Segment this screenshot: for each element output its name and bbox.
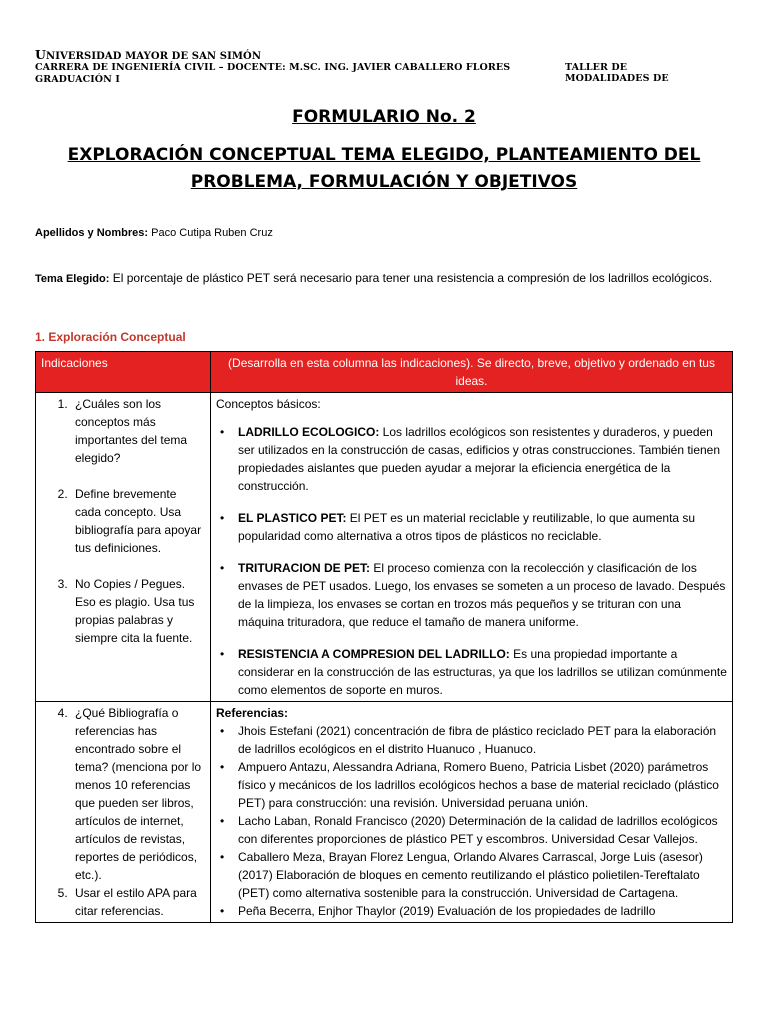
list-item <box>220 645 727 699</box>
bullet-icon: • <box>220 724 225 738</box>
bullet-icon: • <box>220 425 225 439</box>
bullet-icon: • <box>220 850 225 864</box>
concepts-title: Conceptos básicos: <box>216 397 321 411</box>
list-item <box>220 509 727 545</box>
bullet-icon: • <box>220 561 225 575</box>
topic-value: El porcentaje de plástico PET será necesario para tener una resistencia a compresión de los ladrillos ecológicos. <box>112 271 713 285</box>
header-indications: Indicaciones <box>36 352 211 393</box>
list-item <box>220 559 727 631</box>
concept-text: Es una propiedad importante a considerar en la construcción de las estructuras, ya que los ladrillos se utilizan comúnmente como elementos de soporte en muros. <box>238 647 727 697</box>
concepts-cell <box>211 393 733 702</box>
list-item <box>220 722 727 758</box>
student-value: Paco Cutipa Ruben Cruz <box>151 227 273 239</box>
main-title-line1: EXPLORACIÓN CONCEPTUAL TEMA ELEGIDO, PLANTEAMIENTO DEL <box>67 145 701 165</box>
reference-text: Peña Becerra, Enjhor Thaylor (2019) Evaluación de los propiedades de ladrillo <box>238 904 656 918</box>
list-item <box>220 902 727 920</box>
concept-text: Los ladrillos ecológicos son resistentes y duraderos, y pueden ser utilizados en la construcción de casas, edificios y otras construcciones. También tienen propiedades aislantes que pueden ayudar a mejorar la eficiencia energética de la construcción. <box>238 425 721 493</box>
list-item <box>220 812 727 848</box>
concepts-list <box>216 423 727 699</box>
concept-text: El PET es un material reciclable y reutilizable, lo que aumenta su popularidad como alternativa a otros tipos de plásticos no reciclable. <box>238 511 696 543</box>
table-header-row <box>36 352 733 393</box>
concept-term: RESISTENCIA A COMPRESION DEL LADRILLO: <box>238 647 510 661</box>
list-item: 2. Define brevemente cada concepto. Usa bibliografía para apoyar tus definiciones. <box>71 485 205 557</box>
main-title-line2: PROBLEMA, FORMULACIÓN Y OBJETIVOS <box>190 172 578 192</box>
bullet-icon: • <box>220 904 225 918</box>
header-instructions: (Desarrolla en esta columna las indicaciones). Se directo, breve, objetivo y ordenado en tus ideas. <box>211 352 733 393</box>
bullet-icon: • <box>220 760 225 774</box>
form-title: FORMULARIO No. 2 <box>292 107 476 127</box>
table-row <box>36 393 733 702</box>
concept-text: El proceso comienza con la recolección y clasificación de los envases de PET usados. Luego, los envases se someten a un proceso de lavado. Después de la limpieza, los envases se cortan en trozos más pequeños y se trituran con una máquina trituradora, que reduce el tamaño de manera uniforme. <box>238 561 726 629</box>
list-item: 3. No Copies / Pegues. Eso es plagio. Usa tus propias palabras y siempre cita la fuente. <box>71 575 205 647</box>
bullet-icon: • <box>220 814 225 828</box>
university-name: UNIVERSIDAD MAYOR DE SAN SIMÓN <box>35 47 262 62</box>
reference-text: Jhois Estefani (2021) concentración de fibra de plástico reciclado PET para la elaboración de ladrillos ecológicos en el distrito Huanuco , Huanuco. <box>238 724 717 756</box>
topic-line <box>35 270 735 288</box>
references-cell <box>211 702 733 923</box>
list-item: 5. Usar el estilo APA para citar referencias. <box>71 884 205 920</box>
student-name-line <box>35 227 273 239</box>
career-text: CARRERA DE INGENIERÍA CIVIL – DOCENTE: M.SC. ING. JAVIER CABALLERO FLORES <box>35 62 511 73</box>
reference-text: Lacho Laban, Ronald Francisco (2020) Determinación de la calidad de ladrillos ecológicos con diferentes proporciones de plástico PET y escombros. Universidad Cesar Vallejos. <box>238 814 718 846</box>
list-item <box>220 758 727 812</box>
exploration-table <box>35 351 733 923</box>
bullet-icon: • <box>220 511 225 525</box>
indications-cell <box>36 393 211 702</box>
bullet-icon: • <box>220 647 225 661</box>
indications-list <box>41 395 205 647</box>
indications-cell <box>36 702 211 923</box>
table-row <box>36 702 733 923</box>
concept-term: EL PLASTICO PET: <box>238 511 347 525</box>
topic-label: Tema Elegido: <box>35 273 110 285</box>
student-label: Apellidos y Nombres: <box>35 227 149 239</box>
list-item: 1. ¿Cuáles son los conceptos más importantes del tema elegido? <box>71 395 205 467</box>
reference-text: Ampuero Antazu, Alessandra Adriana, Romero Bueno, Patricia Lisbet (2020) parámetros físico y mecánicos de los ladrillos ecológicos hechos a base de material reciclado (plástico PET) para construcción: una revisión. Universidad peruana unión. <box>238 760 719 810</box>
main-title <box>0 142 768 196</box>
reference-text: Caballero Meza, Brayan Florez Lengua, Orlando Alvares Carrascal, Jorge Luis (asesor) (2017) Elaboración de bloques en cemento reutilizando el plástico polietilen-Tereftalato (PET) como alternativa sostenible para la construcción. Universidad de Cartagena. <box>238 850 703 900</box>
graduation-line: GRADUACIÓN I <box>35 74 120 85</box>
list-item: 4. ¿Qué Bibliografía o referencias has encontrado sobre el tema? (menciona por lo menos 10 referencias que pueden ser libros, artículos de internet, artículos de revistas, reportes de periódicos, etc.). <box>71 704 205 884</box>
references-title: Referencias: <box>216 706 289 720</box>
list-item <box>220 848 727 902</box>
references-list <box>216 722 727 920</box>
list-item <box>220 423 727 495</box>
concept-term: TRITURACION DE PET: <box>238 561 370 575</box>
section-heading: 1. Exploración Conceptual <box>35 330 186 344</box>
indications-list <box>41 704 205 920</box>
workshop-text: TALLER DE MODALIDADES DE <box>565 62 669 84</box>
concept-term: LADRILLO ECOLOGICO: <box>238 425 380 439</box>
